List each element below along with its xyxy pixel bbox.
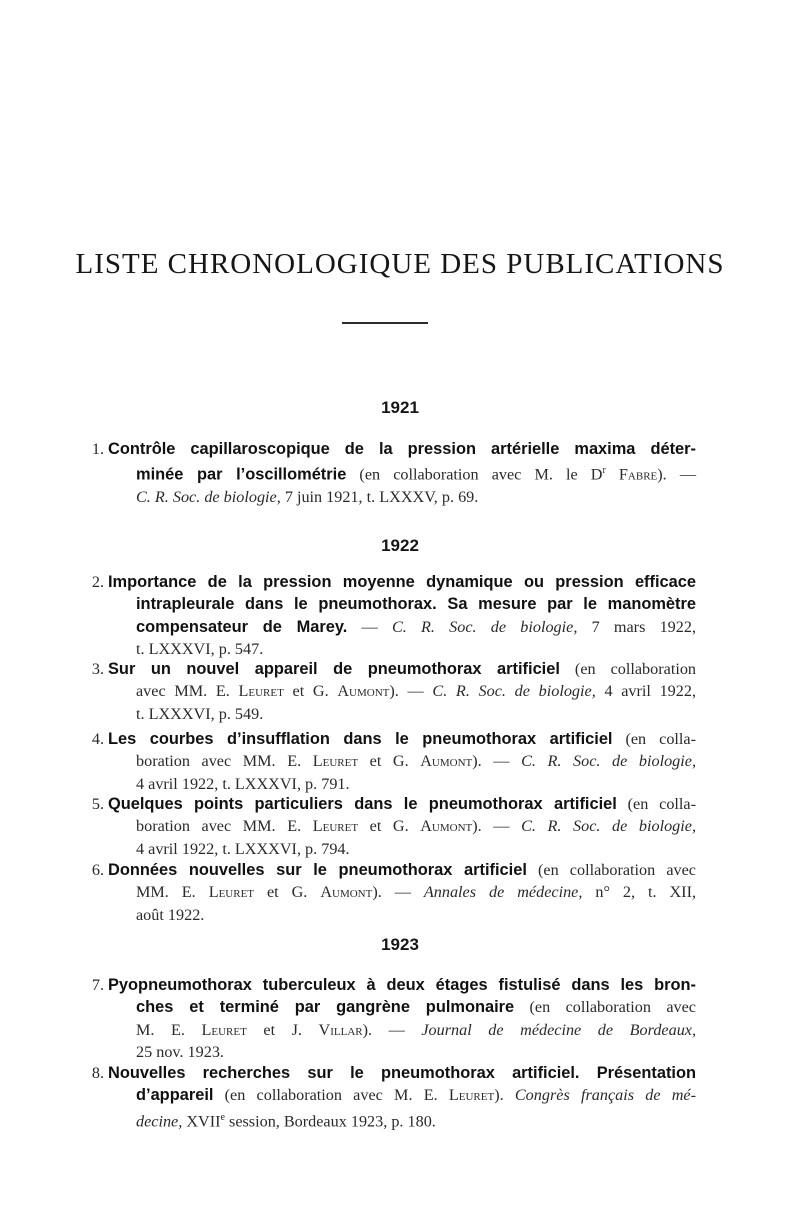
publication-title: Nouvelles recherches sur le pneumothorax artificiel. Présentation <box>108 1064 696 1082</box>
entry-line <box>108 486 696 508</box>
entry-line <box>108 750 696 772</box>
page-title: LISTE CHRONOLOGIQUE DES PUBLICATIONS <box>75 248 725 280</box>
entry-text: et G. <box>254 883 321 902</box>
entry-line <box>108 773 696 795</box>
year-heading: 1923 <box>381 935 419 954</box>
publication-title: Pyopneumothorax tuberculeux à deux étages fistulisé dans les bron- <box>108 976 696 994</box>
entry-number: 8. <box>91 1064 104 1082</box>
year-heading: 1922 <box>381 536 419 555</box>
entry-text: août 1922. <box>136 905 205 924</box>
entry-text: 25 nov. 1923. <box>136 1043 224 1062</box>
year-heading: 1921 <box>381 398 419 417</box>
entry-text: MM. E. <box>136 883 209 902</box>
publication-title: Quelques points particuliers dans le pneumothorax artificiel <box>108 795 617 813</box>
publication-title: minée par l’oscillométrie <box>136 465 347 484</box>
entry-text: XVII <box>182 1112 221 1131</box>
entry-text: (en collaboration <box>559 660 697 678</box>
entry-line <box>108 974 696 996</box>
entry-text: (en colla- <box>616 795 696 813</box>
entry-line <box>108 904 696 926</box>
author-name: Leuret <box>312 817 359 836</box>
entry-line <box>108 703 696 725</box>
entry-text: r <box>602 465 606 477</box>
author-name: Leuret <box>448 1086 495 1105</box>
publication-title: compensateur de Marey. <box>136 617 348 636</box>
entry-text: 7 juin 1921, t. LXXXV, p. 69. <box>280 488 479 507</box>
author-name: Leuret <box>201 1020 247 1039</box>
entry-line <box>108 460 696 486</box>
publication-entry <box>91 1062 697 1133</box>
entry-text: 4 avril 1922, t. LXXXVI, p. 794. <box>136 839 350 858</box>
entry-text: et J. <box>246 1020 319 1039</box>
entry-text: (en collaboration avec M. E. <box>213 1086 449 1105</box>
publication-entry <box>91 571 697 661</box>
entry-line <box>108 680 696 702</box>
entry-text: n° 2, t. XII, <box>582 883 697 902</box>
entry-number: 5. <box>91 795 104 813</box>
journal-name: Annales de médecine, <box>423 883 583 902</box>
title-rule <box>342 322 428 324</box>
entry-text: boration avec MM. E. <box>136 752 313 771</box>
publication-entry <box>91 658 697 725</box>
entry-text: et G. <box>358 752 421 771</box>
author-name: Aumont <box>320 883 373 902</box>
entry-text: et G. <box>358 817 421 836</box>
journal-name: C. R. Soc. de biologie, <box>432 682 596 701</box>
publication-title: ches et terminé par gangrène pulmonaire <box>136 998 515 1017</box>
entry-line <box>108 616 696 638</box>
journal-name: C. R. Soc. de biologie, <box>391 617 578 636</box>
entry-text: ). — <box>389 682 433 701</box>
entry-text: 4 avril 1922, t. LXXXVI, p. 791. <box>136 774 350 793</box>
entry-number: 7. <box>91 976 104 994</box>
author-name: Aumont <box>420 817 473 836</box>
entry-line <box>108 859 696 881</box>
publication-title: Données nouvelles sur le pneumothorax artificiel <box>108 861 527 879</box>
entry-line <box>108 996 696 1018</box>
entry-line <box>108 438 696 460</box>
entry-text: t. LXXXVI, p. 547. <box>136 640 264 659</box>
publication-title: Les courbes d’insufflation dans le pneumothorax artificiel <box>108 730 613 748</box>
entry-line <box>108 881 696 903</box>
entry-text: avec MM. E. <box>136 682 239 701</box>
entry-text: ). — <box>372 883 424 902</box>
journal-name: Congrès français de mé- <box>514 1086 697 1105</box>
entry-text: — <box>347 617 392 636</box>
author-name: Villar <box>318 1020 363 1039</box>
entry-line <box>108 793 696 815</box>
entry-number: 2. <box>91 573 104 591</box>
entry-text: e <box>220 1111 225 1123</box>
author-name: Leuret <box>312 752 359 771</box>
journal-name: C. R. Soc. de biologie, <box>521 752 697 771</box>
entry-text: (en collaboration avec <box>514 998 696 1017</box>
author-name: Aumont <box>337 682 390 701</box>
entry-text: ). — <box>472 817 522 836</box>
author-name: Leuret <box>238 682 284 701</box>
entry-text: session, Bordeaux 1923, p. 180. <box>224 1112 436 1131</box>
entry-line <box>108 1019 696 1041</box>
entry-line <box>108 1084 696 1106</box>
publication-entry <box>91 793 697 860</box>
journal-name: decine, <box>136 1112 183 1131</box>
publication-title: Contrôle capillaroscopique de la pression artérielle maxima déter- <box>108 440 696 458</box>
entry-text: boration avec MM. E. <box>136 817 313 836</box>
entry-text: ). — <box>472 752 522 771</box>
entry-line <box>108 593 696 615</box>
entry-line <box>108 728 696 750</box>
journal-name: Journal de médecine de Bordeaux, <box>421 1020 697 1039</box>
entry-text: et G. <box>283 682 338 701</box>
journal-name: C. R. Soc. de biologie, <box>521 817 697 836</box>
entry-number: 4. <box>91 730 104 748</box>
entry-line <box>108 571 696 593</box>
publication-entry <box>91 438 697 509</box>
entry-line <box>108 658 696 680</box>
entry-line <box>108 1041 696 1063</box>
entry-text: 7 mars 1922, <box>577 617 697 636</box>
publication-entry <box>91 974 697 1064</box>
entry-text: ). — <box>657 465 697 484</box>
publication-title: intrapleurale dans le pneumothorax. Sa mesure par le manomètre <box>136 595 696 614</box>
publication-entry <box>91 728 697 795</box>
entry-line <box>108 1062 696 1084</box>
entry-number: 3. <box>91 660 104 678</box>
entry-line <box>108 815 696 837</box>
author-name: Fabre <box>605 465 658 484</box>
publication-entry <box>91 859 697 926</box>
entry-line <box>108 838 696 860</box>
publication-title: d’appareil <box>136 1086 214 1105</box>
entry-line <box>108 1107 696 1133</box>
entry-text: (en collaboration avec <box>526 861 696 879</box>
author-name: Leuret <box>208 883 255 902</box>
entry-text: (en collaboration avec M. le D <box>346 465 603 484</box>
author-name: Aumont <box>420 752 473 771</box>
entry-number: 1. <box>91 440 104 458</box>
publication-title: Importance de la pression moyenne dynamique ou pression efficace <box>108 573 696 591</box>
entry-text: (en colla- <box>612 730 696 748</box>
entry-text: t. LXXXVI, p. 549. <box>136 704 264 723</box>
entry-text: M. E. <box>136 1020 202 1039</box>
entry-number: 6. <box>91 861 104 879</box>
journal-name: C. R. Soc. de biologie, <box>136 488 281 507</box>
entry-text: ). <box>494 1086 515 1105</box>
entry-text: 4 avril 1922, <box>595 682 697 701</box>
publication-title: Sur un nouvel appareil de pneumothorax artificiel <box>108 660 560 678</box>
entry-text: ). — <box>362 1020 422 1039</box>
